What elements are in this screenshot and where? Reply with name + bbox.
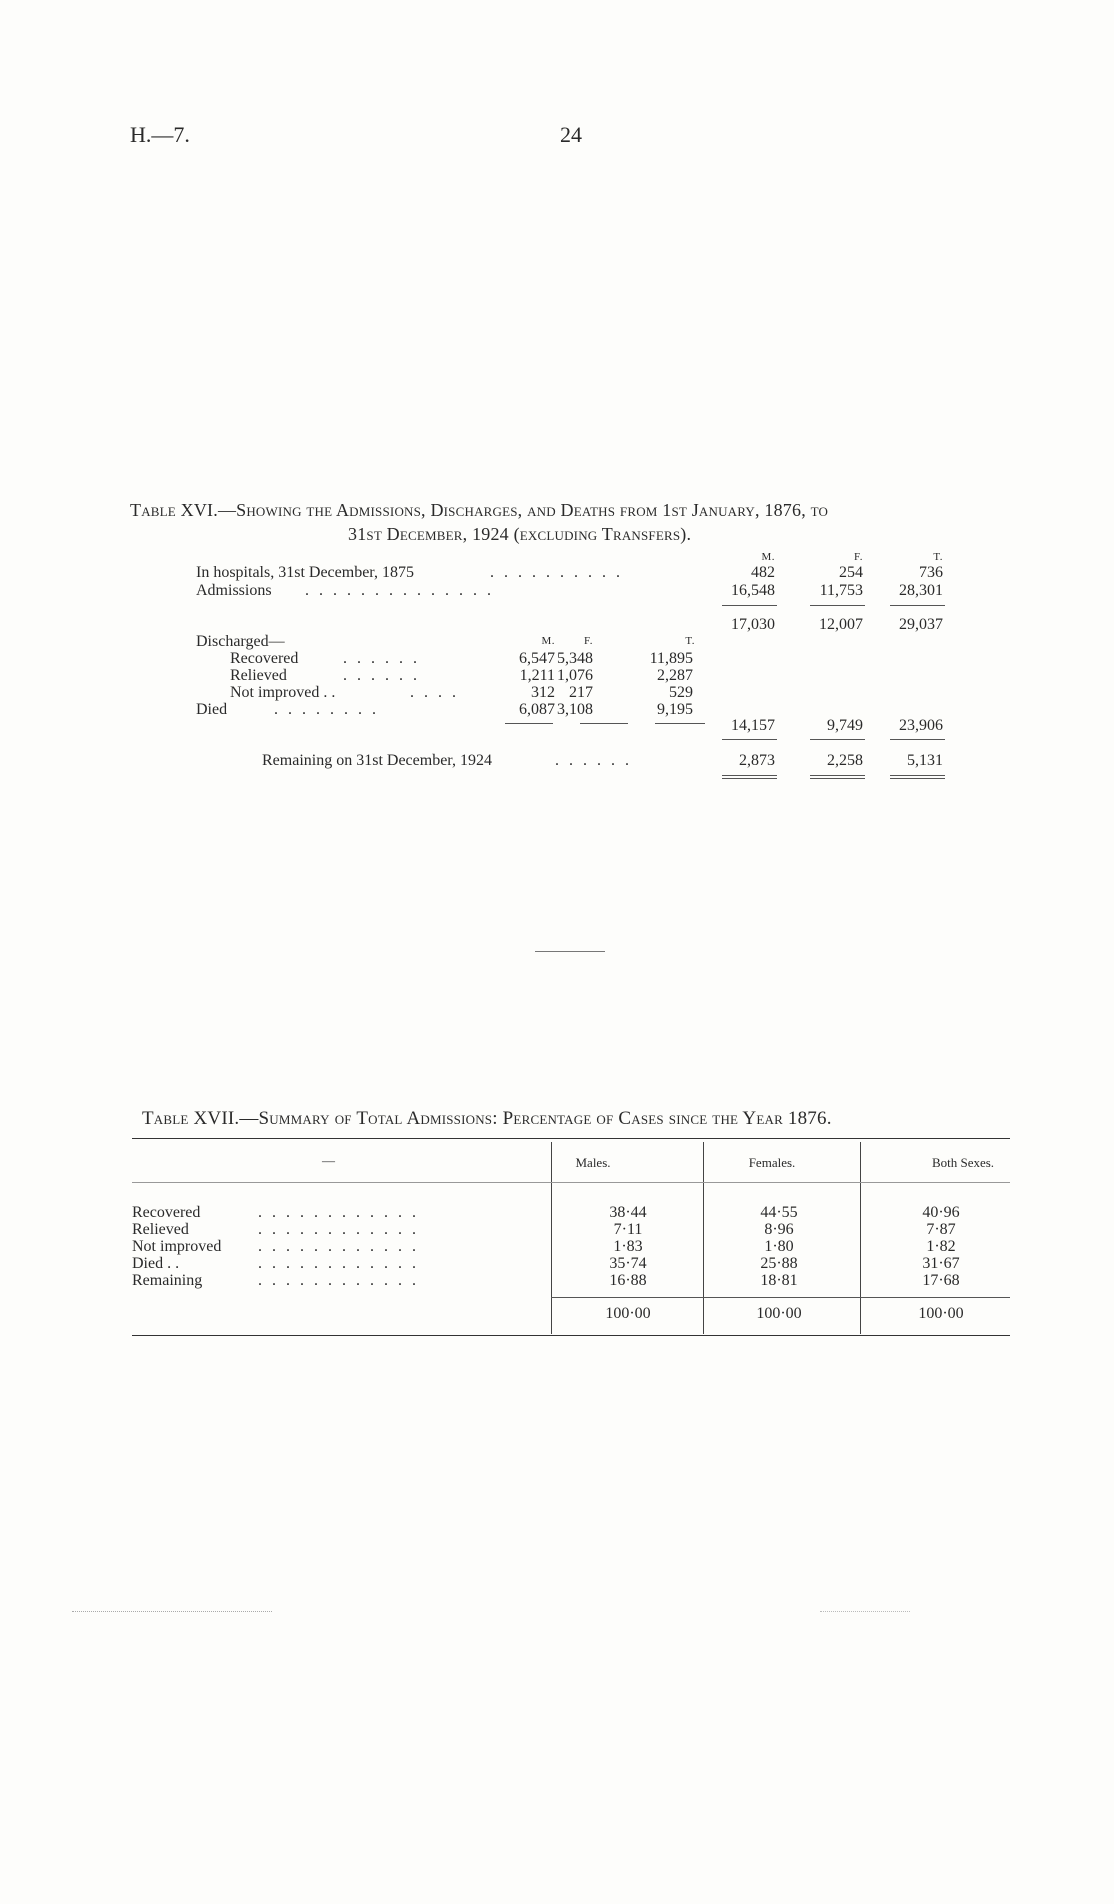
subtotal: 29,037 [899, 616, 943, 633]
leader-dots: . . . . . . . . . . . . [258, 1221, 419, 1238]
page-number: 24 [560, 122, 582, 147]
total-value: 100·00 [918, 1305, 964, 1322]
value: 38·44 [609, 1204, 647, 1221]
value: 1,076 [557, 667, 593, 684]
remaining-label: Remaining on 31st December, 1924 [262, 752, 492, 769]
value: 529 [669, 684, 693, 701]
leader-dots: . . . . . . [343, 650, 420, 667]
table17-title-prefix: Table XVII. [142, 1108, 240, 1129]
value: 312 [531, 684, 555, 701]
col-head-t: T. [933, 551, 943, 563]
row-label: Recovered [230, 650, 299, 667]
value: 8·96 [764, 1221, 794, 1238]
value: 17·68 [922, 1272, 960, 1289]
value: 11,895 [649, 650, 693, 667]
row-label: Relieved [230, 667, 287, 684]
value: 35·74 [609, 1255, 647, 1272]
value: 44·55 [760, 1204, 798, 1221]
table17-top-rule [132, 1138, 1010, 1139]
bleed-through-mark [72, 1611, 272, 1612]
value: 16·88 [609, 1272, 647, 1289]
total-value: 100·00 [756, 1305, 802, 1322]
leader-dots: . . . . [410, 684, 459, 701]
col-head-both: Both Sexes. [931, 1155, 995, 1170]
discharged-label: Discharged— [196, 633, 285, 650]
value: 7·11 [613, 1221, 643, 1238]
row-label: Not improved . . [230, 684, 336, 701]
value: 25·88 [760, 1255, 798, 1272]
value: 254 [839, 564, 863, 581]
leader-dots: . . . . . . . . . . . . [258, 1204, 419, 1221]
value: 1·83 [613, 1238, 643, 1255]
column-rule [551, 1142, 552, 1334]
value: 31·67 [922, 1255, 960, 1272]
row-label: Died [196, 701, 228, 718]
remaining-value: 2,258 [827, 752, 863, 769]
value: 18·81 [760, 1272, 798, 1289]
value: 9,195 [657, 701, 693, 718]
value: 482 [751, 564, 775, 581]
leader-dots: . . . . . . . . . . . . . . [305, 582, 494, 599]
value: 3,108 [557, 701, 593, 718]
col-head-m: M. [761, 551, 775, 563]
value: 16,548 [731, 582, 775, 599]
row-label: Relieved [132, 1221, 189, 1238]
running-head: H.—7. [130, 122, 190, 147]
value: 217 [569, 684, 593, 701]
leader-dots: . . . . . . [343, 667, 420, 684]
total-value: 100·00 [605, 1305, 651, 1322]
col-head-f: F. [854, 551, 863, 563]
discharged-total: 23,906 [899, 717, 943, 734]
head-rule [132, 1182, 1010, 1183]
value: 5,348 [557, 650, 593, 667]
value: 40·96 [922, 1204, 960, 1221]
leader-dots: . . . . . . . . . . . . [258, 1272, 419, 1289]
row-label: In hospitals, 31st December, 1875 [196, 564, 414, 581]
discharged-total: 9,749 [827, 717, 863, 734]
discharged-total: 14,157 [731, 717, 775, 734]
leader-dots: . . . . . . . . . . . . [258, 1255, 419, 1272]
stub-head: — [322, 1153, 335, 1168]
value: 1·80 [764, 1238, 794, 1255]
row-label: Recovered [132, 1204, 201, 1221]
leader-dots: . . . . . . . . [274, 701, 379, 718]
subtotal: 12,007 [819, 616, 863, 633]
value: 6,087 [519, 701, 555, 718]
column-rule [703, 1142, 704, 1334]
table16-title-prefix: Table XVI. [130, 500, 218, 520]
mid-head-f: F. [584, 635, 593, 647]
value: 28,301 [899, 582, 943, 599]
row-label: Admissions [196, 582, 272, 599]
leader-dots: . . . . . . . . . . . . [258, 1238, 419, 1255]
value: 1,211 [519, 667, 555, 684]
value: 2,287 [657, 667, 693, 684]
col-head-males: Males. [575, 1155, 611, 1170]
value: 7·87 [926, 1221, 956, 1238]
table16-title-line1: —Showing the Admissions, Discharges, and Deaths from 1st January, 1876, to [217, 500, 829, 520]
mid-head-t: T. [685, 635, 695, 647]
value: 11,753 [819, 582, 863, 599]
row-label: Remaining [132, 1272, 203, 1289]
subtotal: 17,030 [731, 616, 775, 633]
value: 736 [919, 564, 943, 581]
col-head-females: Females. [748, 1155, 796, 1170]
leader-dots: . . . . . . [555, 752, 632, 769]
remaining-value: 2,873 [739, 752, 775, 769]
value: 1·82 [926, 1238, 956, 1255]
table17-bottom-rule [132, 1335, 1010, 1336]
table16-title-line2: 31st December, 1924 (excluding Transfers). [348, 524, 692, 544]
table17-title-rest: —Summary of Total Admissions: Percentage of Cases since the Year 1876. [239, 1108, 832, 1129]
row-label: Died . . [132, 1255, 180, 1272]
value: 6,547 [519, 650, 555, 667]
row-label: Not improved [132, 1238, 222, 1255]
total-rule [551, 1297, 1010, 1298]
remaining-value: 5,131 [907, 752, 943, 769]
leader-dots: . . . . . . . . . . [490, 564, 623, 581]
mid-head-m: M. [541, 635, 555, 647]
column-rule [860, 1142, 861, 1334]
bleed-through-mark [820, 1611, 910, 1612]
